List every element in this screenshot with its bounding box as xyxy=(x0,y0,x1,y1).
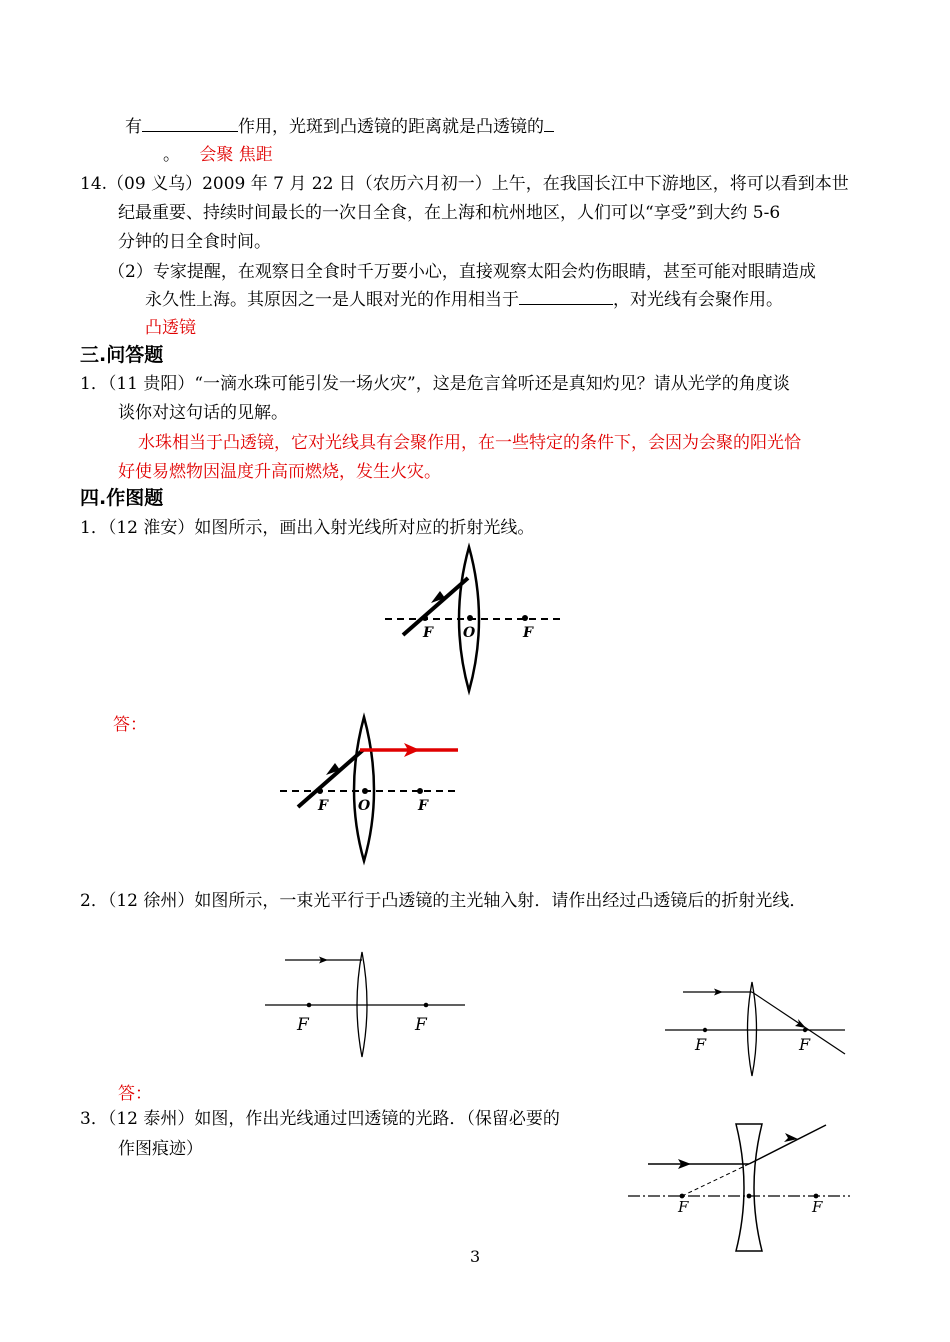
label-f-left: F xyxy=(423,625,433,641)
q14-line2: 纪最重要、持续时间最长的一次日全食，在上海和杭州地区，人们可以“享受”到大约 5-6 xyxy=(118,203,781,223)
q14-line1: 14.（09 义乌）2009 年 7 月 22 日（农历六月初一）上午，在我国长江中下游地区，将可以看到本世 xyxy=(80,174,849,194)
construction-line xyxy=(682,1164,749,1196)
label-f-left: F xyxy=(297,1015,309,1035)
q13-text-pre: 有 xyxy=(125,117,142,137)
center-point xyxy=(467,615,473,621)
q14-answer: 凸透镜 xyxy=(145,318,196,338)
focus-point-right xyxy=(424,1003,429,1008)
q14-sub-line2 xyxy=(145,288,783,311)
focus-point-left xyxy=(307,1003,312,1008)
figure-q1-answer xyxy=(280,715,470,865)
focus-point-right xyxy=(417,788,423,794)
q14-sub-text-pre: 永久性上海。其原因之一是人眼对光的作用相当于 xyxy=(145,290,519,310)
q14-blank[interactable] xyxy=(519,288,613,305)
q13-blank-1[interactable] xyxy=(142,115,238,132)
s4-q3-line1: 3．（12 泰州）如图，作出光线通过凹透镜的光路．（保留必要的 xyxy=(80,1109,560,1129)
s4-answer-label-2: 答： xyxy=(118,1084,152,1104)
label-f-right: F xyxy=(523,625,533,641)
figure-q2 xyxy=(265,950,470,1060)
q13-blank-2[interactable] xyxy=(544,115,554,132)
s3-answer-line2: 好使易燃物因温度升高而燃烧，发生火灾。 xyxy=(118,462,441,482)
q13-dot: 。 xyxy=(163,145,180,165)
s4-answer-label: 答： xyxy=(113,715,147,735)
q13-line2 xyxy=(163,144,273,166)
focus-point-left xyxy=(703,1028,707,1032)
q13-answer: 会聚 焦距 xyxy=(199,145,273,165)
focus-point-left xyxy=(317,788,323,794)
label-f-left: F xyxy=(695,1035,707,1054)
q14-line3: 分钟的日全食时间。 xyxy=(118,232,271,252)
label-f-left: F xyxy=(318,798,328,814)
refracted-arrow xyxy=(795,1019,806,1028)
q13-text-mid: 作用，光斑到凸透镜的距离就是凸透镜的 xyxy=(238,117,544,137)
s4-q1: 1．（12 淮安）如图所示，画出入射光线所对应的折射光线。 xyxy=(80,518,535,538)
s3-q1-line1: 1．（11 贵阳）“一滴水珠可能引发一场火灾”，这是危言耸听还是真知灼见？请从光学的角度谈 xyxy=(80,374,790,394)
center-point xyxy=(362,788,368,794)
label-f-right: F xyxy=(418,798,428,814)
section3-title: 三.问答题 xyxy=(80,344,164,366)
label-o: O xyxy=(358,798,371,814)
section4-title: 四.作图题 xyxy=(80,487,164,509)
label-o: O xyxy=(463,625,476,641)
s4-q3-line2: 作图痕迹） xyxy=(118,1139,203,1159)
figure-q1 xyxy=(385,545,575,695)
s4-q2: 2．（12 徐州）如图所示，一束光平行于凸透镜的主光轴入射．请作出经过凸透镜后的折射光线． xyxy=(80,891,807,911)
concave-lens xyxy=(736,1124,762,1251)
label-f-right: F xyxy=(799,1035,811,1054)
q13-line1 xyxy=(125,115,554,138)
figure-q2-answer xyxy=(665,980,850,1080)
q14-sub-text-post: ，对光线有会聚作用。 xyxy=(613,290,783,310)
focus-point-right xyxy=(522,615,528,621)
label-f-left: F xyxy=(678,1198,689,1216)
label-f-right: F xyxy=(415,1015,427,1035)
center-point xyxy=(747,1194,752,1199)
focus-point-left xyxy=(422,615,428,621)
label-f-right: F xyxy=(812,1198,823,1216)
s3-answer-line1: 水珠相当于凸透镜，它对光线具有会聚作用，在一些特定的条件下，会因为会聚的阳光恰 xyxy=(138,433,801,453)
convex-lens xyxy=(748,982,757,1076)
figure-q3 xyxy=(628,1120,853,1255)
focus-point-right xyxy=(803,1028,807,1032)
page-number: 3 xyxy=(470,1247,481,1266)
s3-q1-line2: 谈你对这句话的见解。 xyxy=(118,403,288,423)
q14-sub-line1: （2）专家提醒，在观察日全食时千万要小心，直接观察太阳会灼伤眼睛，甚至可能对眼睛造成 xyxy=(108,262,816,282)
